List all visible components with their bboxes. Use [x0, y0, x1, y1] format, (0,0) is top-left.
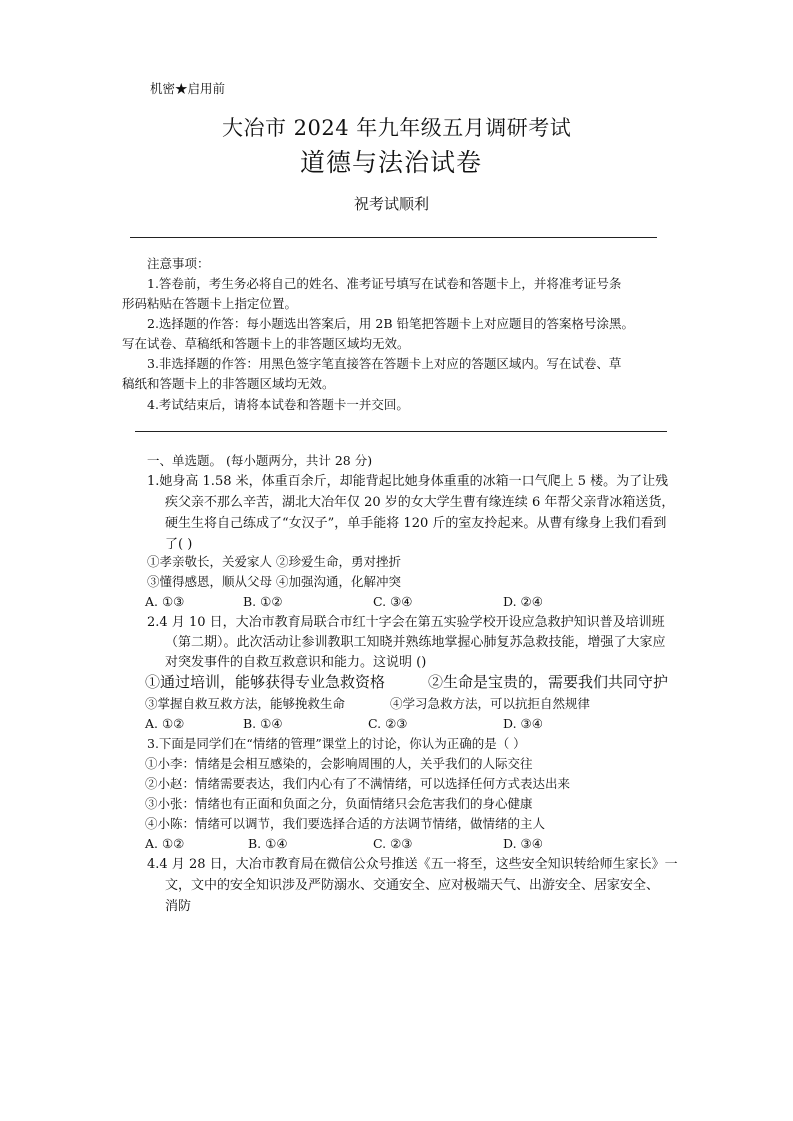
divider-notes	[135, 431, 667, 432]
note-line: 4.考试结束后，请将本试卷和答题卡一并交回。	[147, 397, 409, 412]
note-line: 稿纸和答题卡上的非答题区域均无效。	[122, 376, 335, 391]
q2-option-c: C. ②③	[368, 716, 408, 731]
subject-title: 道德与法治试卷	[300, 148, 483, 177]
q1-stem-line: 了( )	[165, 537, 193, 552]
note-line: 写在试卷、草稿纸和答题卡上的非答题区域均无效。	[122, 336, 410, 351]
q4-stem-line: 4.4 月 28 日，大冶市教育局在微信公众号推送《五一将至，这些安全知识转给师生家长》一	[147, 857, 678, 872]
q3-option-b: B. ①④	[248, 836, 288, 851]
q2-item-1: ①通过培训，能够获得专业急救资格	[145, 673, 386, 691]
q4-stem-line: 消防	[165, 899, 192, 914]
q2-stem-line: （第二期）。此次活动让参训教职工知晓并熟练地掌握心肺复苏急救技能，增强了大家应	[165, 635, 666, 650]
q2-stem-line: 对突发事件的自救互救意识和能力。这说明 ()	[165, 655, 427, 670]
q3-item: ③小张：情绪也有正面和负面之分，负面情绪只会危害我们的身心健康	[145, 796, 533, 811]
q3-item: ①小李：情绪是会相互感染的，会影响周围的人，关乎我们的人际交往	[145, 756, 533, 771]
section-title: 一、单选题。 (每小题两分，共计 28 分)	[147, 453, 373, 468]
q1-item: ①孝亲敬长，关爱家人 ②珍爱生命，勇对挫折	[147, 554, 401, 569]
q1-stem-line: 疾父亲不那么辛苦，湖北大冶年仅 20 岁的女大学生曹有缘连续 6 年帮父亲背冰箱送货，	[165, 495, 675, 510]
confidential-label: 机密★启用前	[150, 81, 226, 96]
q1-option-c: C. ③④	[373, 594, 413, 609]
q2-item-3: ③掌握自救互救方法，能够挽救生命	[145, 696, 346, 711]
q2-option-b: B. ①④	[243, 716, 283, 731]
q1-stem-line: 1.她身高 1.58 米，体重百余斤，却能背起比她身体重重的冰箱一口气爬上 5 楼。为了让残	[147, 474, 669, 489]
q3-item: ②小赵：情绪需要表达，我们内心有了不满情绪，可以选择任何方式表达出来	[145, 776, 571, 791]
q3-option-d: D. ③④	[503, 836, 543, 851]
note-line: 3.非选择题的作答：用黑色签字笔直接答在答题卡上对应的答题区域内。写在试卷、草	[147, 356, 622, 371]
q2-item-2: ②生命是宝贵的，需要我们共同守护	[428, 673, 669, 691]
note-line: 1.答卷前，考生务必将自己的姓名、准考证号填写在试卷和答题卡上，并将准考证号条	[147, 276, 622, 291]
q1-option-a: A. ①③	[145, 594, 185, 609]
q3-stem: 3.下面是同学们在“情绪的管理”课堂上的讨论，你认为正确的是（ ）	[147, 736, 526, 751]
notes-heading: 注意事项：	[147, 256, 210, 271]
q2-stem-line: 2.4 月 10 日，大冶市教育局联合市红十字会在第五实验学校开设应急救护知识普及培训班	[147, 615, 665, 630]
q1-option-d: D. ②④	[503, 594, 543, 609]
q4-stem-line: 文，文中的安全知识涉及严防溺水、交通安全、应对极端天气、出游安全、居家安全、	[165, 878, 660, 893]
q1-option-b: B. ①②	[243, 594, 283, 609]
q2-option-d: D. ③④	[503, 716, 543, 731]
wish-text: 祝考试顺利	[354, 195, 430, 213]
q1-stem-line: 硬生生将自己练成了“女汉子”，单手能将 120 斤的室友拎起来。从曹有缘身上我们看到	[165, 516, 667, 531]
note-line: 2.选择题的作答：每小题选出答案后，用 2B 铅笔把答题卡上对应题目的答案格号涂黑。	[147, 316, 635, 331]
q2-item-4: ④学习急救方法，可以抗拒自然规律	[390, 696, 591, 711]
q1-item: ③懂得感恩，顺从父母 ④加强沟通，化解冲突	[147, 574, 401, 589]
divider-top	[130, 237, 657, 238]
q2-option-a: A. ①②	[145, 716, 185, 731]
q3-item: ④小陈：情绪可以调节，我们要选择合适的方法调节情绪，做情绪的主人	[145, 816, 546, 831]
q3-option-a: A. ①②	[145, 836, 185, 851]
q3-option-c: C. ②③	[373, 836, 413, 851]
note-line: 形码粘贴在答题卡上指定位置。	[122, 296, 298, 311]
exam-title: 大冶市 2024 年九年级五月调研考试	[222, 116, 572, 140]
